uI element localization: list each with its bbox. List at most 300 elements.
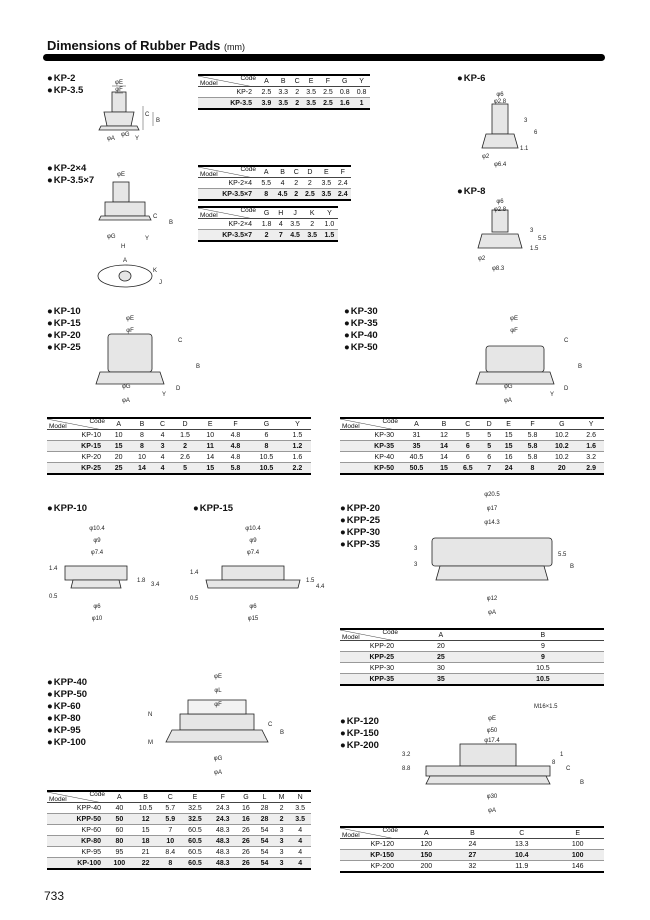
value-cell: 4.8 bbox=[222, 430, 249, 441]
value-cell: 10.5 bbox=[482, 674, 604, 686]
svg-text:φG: φG bbox=[504, 384, 513, 390]
value-cell: 4.8 bbox=[222, 441, 249, 452]
model-cell: KP-10 bbox=[47, 430, 107, 441]
value-cell: 21 bbox=[132, 847, 160, 858]
svg-text:N: N bbox=[148, 712, 153, 718]
value-cell: 14 bbox=[433, 452, 455, 463]
value-cell: 40.5 bbox=[400, 452, 433, 463]
value-cell: 3 bbox=[154, 441, 172, 452]
column-header: A bbox=[400, 418, 433, 430]
value-cell: 10.5 bbox=[482, 663, 604, 674]
model-label: ● KP-60 bbox=[47, 701, 87, 713]
model-header: Model bbox=[200, 80, 218, 87]
value-cell: 2.5 bbox=[258, 87, 275, 98]
value-cell: 2 bbox=[258, 230, 275, 242]
value-cell: 35 bbox=[400, 441, 433, 452]
value-cell: 15 bbox=[498, 430, 520, 441]
value-cell: 8 bbox=[130, 430, 153, 441]
value-cell: 24 bbox=[453, 839, 493, 850]
column-header: K bbox=[304, 207, 321, 219]
table-corner-header bbox=[47, 791, 107, 803]
model-cell: KP-2 bbox=[198, 87, 258, 98]
model-label: ● KP-2×4 bbox=[47, 163, 94, 175]
value-cell: 2.6 bbox=[171, 452, 198, 463]
value-cell: 10 bbox=[159, 836, 181, 847]
svg-text:M: M bbox=[148, 740, 153, 746]
model-header: Model bbox=[200, 171, 218, 178]
dimension-table bbox=[198, 206, 338, 242]
model-label: ● KP-30 bbox=[344, 306, 378, 318]
model-header: Model bbox=[342, 832, 360, 839]
table-row bbox=[340, 861, 604, 873]
model-label: ● KPP-40 bbox=[47, 677, 87, 689]
drawing-kpp15 bbox=[186, 522, 326, 622]
column-header: E bbox=[199, 418, 222, 430]
column-header: L bbox=[255, 791, 274, 803]
model-label: ● KP-20 bbox=[47, 330, 81, 342]
value-cell: 20 bbox=[107, 452, 130, 463]
model-label: ● KPP-15 bbox=[193, 503, 233, 515]
table-corner-header bbox=[340, 629, 400, 641]
svg-text:1.4: 1.4 bbox=[49, 566, 58, 572]
column-header: C bbox=[492, 827, 551, 839]
table-row bbox=[47, 825, 311, 836]
model-header: Model bbox=[49, 796, 67, 803]
value-cell: 3.5 bbox=[289, 814, 311, 825]
value-cell: 24.3 bbox=[209, 814, 237, 825]
value-cell: 4 bbox=[274, 178, 290, 189]
model-label: ● KP-3.5×7 bbox=[47, 175, 94, 187]
value-cell: 13.3 bbox=[492, 839, 551, 850]
value-cell: 54 bbox=[255, 847, 274, 858]
column-header: C bbox=[292, 75, 303, 87]
model-label: ● KPP-50 bbox=[47, 689, 87, 701]
value-cell: 10.2 bbox=[545, 430, 578, 441]
value-cell: 3.5 bbox=[318, 189, 334, 201]
svg-text:φA: φA bbox=[488, 610, 496, 616]
value-cell: 1.5 bbox=[284, 430, 311, 441]
model-label: ● KPP-25 bbox=[340, 515, 380, 527]
column-header: B bbox=[433, 418, 455, 430]
svg-text:φ6.4: φ6.4 bbox=[494, 162, 507, 168]
svg-text:1.8: 1.8 bbox=[137, 578, 146, 584]
column-header: F bbox=[335, 166, 351, 178]
dimension-table bbox=[340, 628, 604, 686]
model-label: ● KPP-30 bbox=[340, 527, 380, 539]
svg-text:φ12: φ12 bbox=[486, 596, 498, 602]
column-header: G bbox=[237, 791, 256, 803]
table-row bbox=[47, 463, 311, 475]
label-kpp20 bbox=[340, 503, 380, 551]
value-cell: 10.5 bbox=[249, 452, 284, 463]
column-header: E bbox=[303, 75, 320, 87]
value-cell: 24.3 bbox=[209, 803, 237, 814]
svg-text:M16×1.5: M16×1.5 bbox=[534, 704, 558, 710]
svg-text:φ9: φ9 bbox=[93, 538, 101, 544]
column-header: H bbox=[275, 207, 286, 219]
model-label: ● KP-40 bbox=[344, 330, 378, 342]
value-cell: 28 bbox=[255, 814, 274, 825]
dim-kp2-f: φF bbox=[115, 87, 123, 93]
value-cell: 60.5 bbox=[181, 836, 209, 847]
svg-text:1.4: 1.4 bbox=[190, 570, 199, 576]
column-header: M bbox=[274, 791, 290, 803]
svg-text:φE: φE bbox=[214, 674, 222, 680]
drawing-kp10 bbox=[86, 312, 206, 412]
value-cell: 100 bbox=[107, 858, 132, 870]
model-cell: KP-150 bbox=[340, 850, 400, 861]
value-cell: 11 bbox=[199, 441, 222, 452]
svg-text:8.8: 8.8 bbox=[402, 766, 411, 772]
model-cell: KPP-30 bbox=[340, 663, 400, 674]
value-cell: 20 bbox=[400, 641, 482, 652]
column-header: Y bbox=[321, 207, 338, 219]
code-header: Code bbox=[89, 418, 105, 425]
value-cell: 4 bbox=[289, 847, 311, 858]
value-cell: 6 bbox=[455, 441, 481, 452]
model-label: ● KP-80 bbox=[47, 713, 87, 725]
table-row bbox=[47, 847, 311, 858]
value-cell: 3.5 bbox=[304, 230, 321, 242]
column-header: Y bbox=[284, 418, 311, 430]
value-cell: 54 bbox=[255, 858, 274, 870]
value-cell: 10.2 bbox=[545, 441, 578, 452]
value-cell: 27 bbox=[453, 850, 493, 861]
column-header: E bbox=[318, 166, 334, 178]
value-cell: 1.6 bbox=[336, 98, 353, 110]
drawing-kp30 bbox=[474, 312, 599, 412]
value-cell: 16 bbox=[498, 452, 520, 463]
label-kpp10 bbox=[47, 503, 87, 515]
model-label: ● KP-100 bbox=[47, 737, 87, 749]
value-cell: 5 bbox=[171, 463, 198, 475]
table-row bbox=[47, 836, 311, 847]
svg-text:C: C bbox=[564, 338, 569, 344]
value-cell: 2.5 bbox=[320, 87, 337, 98]
model-cell: KP-20 bbox=[47, 452, 107, 463]
table-row bbox=[47, 441, 311, 452]
label-kp120 bbox=[340, 716, 379, 752]
column-header: Y bbox=[578, 418, 604, 430]
model-cell: KP-2×4 bbox=[198, 219, 258, 230]
code-header: Code bbox=[240, 166, 256, 173]
value-cell: 14 bbox=[433, 441, 455, 452]
column-header: F bbox=[320, 75, 337, 87]
label-kpp40 bbox=[47, 677, 87, 749]
value-cell: 3.9 bbox=[258, 98, 275, 110]
model-cell: KPP-40 bbox=[47, 803, 107, 814]
value-cell: 8 bbox=[258, 189, 274, 201]
value-cell: 8 bbox=[520, 463, 546, 475]
value-cell: 48.3 bbox=[209, 858, 237, 870]
value-cell: 15 bbox=[498, 441, 520, 452]
value-cell: 25 bbox=[107, 463, 130, 475]
value-cell: 2.9 bbox=[578, 463, 604, 475]
svg-text:φ2: φ2 bbox=[482, 154, 490, 160]
table-row bbox=[198, 87, 370, 98]
model-cell: KP-50 bbox=[340, 463, 400, 475]
value-cell: 4 bbox=[154, 430, 172, 441]
value-cell: 5.8 bbox=[520, 430, 546, 441]
value-cell: 3.5 bbox=[318, 178, 334, 189]
value-cell: 22 bbox=[132, 858, 160, 870]
value-cell: 8 bbox=[159, 858, 181, 870]
value-cell: 2 bbox=[171, 441, 198, 452]
svg-text:φ17.4: φ17.4 bbox=[484, 738, 500, 744]
value-cell: 26 bbox=[237, 847, 256, 858]
svg-text:3: 3 bbox=[530, 228, 534, 234]
dim-kp2-c: C bbox=[145, 112, 150, 118]
dimension-table bbox=[340, 826, 604, 873]
svg-text:φ17: φ17 bbox=[486, 506, 498, 512]
dimension-table bbox=[198, 165, 351, 201]
value-cell: 80 bbox=[107, 836, 132, 847]
value-cell: 7 bbox=[275, 230, 286, 242]
table-row bbox=[198, 219, 338, 230]
column-header: A bbox=[400, 827, 453, 839]
value-cell: 2 bbox=[304, 219, 321, 230]
svg-text:1.5: 1.5 bbox=[530, 246, 539, 252]
table-row bbox=[340, 441, 604, 452]
value-cell: 48.3 bbox=[209, 825, 237, 836]
table-row bbox=[340, 839, 604, 850]
svg-text:φ50: φ50 bbox=[486, 728, 498, 734]
value-cell: 3.5 bbox=[303, 98, 320, 110]
value-cell: 5.5 bbox=[258, 178, 274, 189]
column-header: J bbox=[286, 207, 303, 219]
svg-text:φ20.5: φ20.5 bbox=[484, 492, 500, 498]
value-cell: 4 bbox=[289, 825, 311, 836]
value-cell: 10 bbox=[199, 430, 222, 441]
model-header: Model bbox=[49, 423, 67, 430]
column-header: C bbox=[159, 791, 181, 803]
label-kp2x4 bbox=[47, 163, 94, 187]
svg-text:φF: φF bbox=[126, 328, 134, 334]
value-cell: 5.7 bbox=[159, 803, 181, 814]
model-cell: KP-3.5×7 bbox=[198, 189, 258, 201]
column-header: A bbox=[107, 418, 130, 430]
model-header: Model bbox=[342, 634, 360, 641]
svg-text:0.5: 0.5 bbox=[49, 594, 58, 600]
value-cell: 1.0 bbox=[321, 219, 338, 230]
value-cell: 9 bbox=[482, 641, 604, 652]
model-cell: KP-35 bbox=[340, 441, 400, 452]
label-kp2 bbox=[47, 73, 83, 97]
value-cell: 2 bbox=[292, 87, 303, 98]
column-header: C bbox=[455, 418, 481, 430]
value-cell: 18 bbox=[132, 836, 160, 847]
model-cell: KP-80 bbox=[47, 836, 107, 847]
value-cell: 15 bbox=[433, 463, 455, 475]
value-cell: 150 bbox=[400, 850, 453, 861]
value-cell: 8 bbox=[249, 441, 284, 452]
page-number: 733 bbox=[44, 889, 65, 903]
value-cell: 40 bbox=[107, 803, 132, 814]
value-cell: 2.4 bbox=[335, 178, 351, 189]
value-cell: 4 bbox=[289, 858, 311, 870]
svg-text:φ2: φ2 bbox=[478, 256, 486, 262]
svg-text:3: 3 bbox=[414, 562, 418, 568]
svg-text:φA: φA bbox=[504, 398, 512, 404]
svg-text:φF: φF bbox=[510, 328, 518, 334]
value-cell: 1.5 bbox=[171, 430, 198, 441]
dim-kp2-e: φE bbox=[115, 80, 123, 86]
table-kpp20 bbox=[340, 628, 604, 686]
value-cell: 9 bbox=[482, 652, 604, 663]
drawing-kp2x4 bbox=[95, 168, 180, 293]
svg-text:φE: φE bbox=[117, 172, 125, 178]
model-label: ● KP-25 bbox=[47, 342, 81, 354]
svg-text:Y: Y bbox=[550, 392, 555, 398]
value-cell: 6 bbox=[481, 452, 498, 463]
value-cell: 3 bbox=[274, 825, 290, 836]
value-cell: 12 bbox=[433, 430, 455, 441]
drawing-kp120 bbox=[400, 700, 600, 820]
svg-text:φ7.4: φ7.4 bbox=[246, 550, 260, 556]
svg-text:φE: φE bbox=[488, 716, 496, 722]
column-header: E bbox=[551, 827, 604, 839]
column-header: D bbox=[171, 418, 198, 430]
value-cell: 200 bbox=[400, 861, 453, 873]
table-kp2x4-a bbox=[198, 165, 351, 201]
model-label: ● KPP-10 bbox=[47, 503, 87, 515]
svg-text:J: J bbox=[159, 280, 162, 286]
model-cell: KPP-50 bbox=[47, 814, 107, 825]
svg-text:φ6: φ6 bbox=[249, 604, 257, 610]
value-cell: 15 bbox=[107, 441, 130, 452]
value-cell: 4.5 bbox=[274, 189, 290, 201]
value-cell: 2 bbox=[291, 189, 302, 201]
value-cell: 6 bbox=[249, 430, 284, 441]
svg-text:φE: φE bbox=[126, 316, 134, 322]
value-cell: 95 bbox=[107, 847, 132, 858]
model-label: ● KP-95 bbox=[47, 725, 87, 737]
svg-text:φG: φG bbox=[213, 756, 223, 762]
drawing-kp8 bbox=[472, 196, 552, 276]
model-cell: KP-60 bbox=[47, 825, 107, 836]
value-cell: 10 bbox=[130, 452, 153, 463]
svg-text:φL: φL bbox=[214, 688, 222, 694]
value-cell: 60.5 bbox=[181, 858, 209, 870]
value-cell: 24 bbox=[498, 463, 520, 475]
column-header: B bbox=[482, 629, 604, 641]
dim-kp2-b: B bbox=[156, 118, 161, 124]
value-cell: 12 bbox=[132, 814, 160, 825]
svg-text:φ30: φ30 bbox=[486, 794, 498, 800]
drawing-kpp40 bbox=[144, 670, 304, 790]
value-cell: 5.8 bbox=[222, 463, 249, 475]
model-label: ● KP-3.5 bbox=[47, 85, 83, 97]
value-cell: 6.5 bbox=[455, 463, 481, 475]
model-header: Model bbox=[200, 212, 218, 219]
value-cell: 25 bbox=[400, 652, 482, 663]
table-row bbox=[47, 858, 311, 870]
value-cell: 2.6 bbox=[578, 430, 604, 441]
table-kp30 bbox=[340, 417, 604, 475]
column-header: F bbox=[520, 418, 546, 430]
value-cell: 5.9 bbox=[159, 814, 181, 825]
svg-text:φ10.4: φ10.4 bbox=[89, 526, 105, 532]
table-kp2 bbox=[198, 74, 370, 110]
column-header: B bbox=[275, 75, 292, 87]
model-label: ● KP-120 bbox=[340, 716, 379, 728]
value-cell: 3.5 bbox=[303, 87, 320, 98]
svg-text:φ6: φ6 bbox=[93, 604, 101, 610]
value-cell: 100 bbox=[551, 839, 604, 850]
drawing-kpp20 bbox=[410, 488, 590, 618]
value-cell: 5.8 bbox=[520, 441, 546, 452]
title-rule bbox=[43, 54, 605, 61]
label-kpp15 bbox=[193, 503, 233, 515]
value-cell: 60.5 bbox=[181, 847, 209, 858]
value-cell: 8.4 bbox=[159, 847, 181, 858]
svg-text:0.5: 0.5 bbox=[190, 596, 199, 602]
value-cell: 10.2 bbox=[545, 452, 578, 463]
table-row bbox=[340, 452, 604, 463]
value-cell: 4 bbox=[289, 836, 311, 847]
svg-text:φ6: φ6 bbox=[496, 199, 504, 205]
column-header: F bbox=[222, 418, 249, 430]
value-cell: 2.2 bbox=[284, 463, 311, 475]
svg-text:φ14.3: φ14.3 bbox=[484, 520, 500, 526]
svg-text:3.2: 3.2 bbox=[402, 752, 411, 758]
table-row bbox=[340, 641, 604, 652]
value-cell: 4 bbox=[154, 463, 172, 475]
value-cell: 60.5 bbox=[181, 825, 209, 836]
svg-text:5.5: 5.5 bbox=[538, 236, 547, 242]
value-cell: 3 bbox=[274, 847, 290, 858]
value-cell: 100 bbox=[551, 850, 604, 861]
column-header: B bbox=[274, 166, 290, 178]
column-header: A bbox=[258, 75, 275, 87]
svg-text:φ10: φ10 bbox=[91, 616, 103, 622]
table-corner-header bbox=[340, 418, 400, 430]
table-kp10 bbox=[47, 417, 311, 475]
svg-text:φ10.4: φ10.4 bbox=[245, 526, 261, 532]
page-title: Dimensions of Rubber Pads (mm) bbox=[47, 38, 245, 53]
value-cell: 10.5 bbox=[132, 803, 160, 814]
value-cell: 35 bbox=[400, 674, 482, 686]
svg-text:1: 1 bbox=[560, 752, 564, 758]
value-cell: 2 bbox=[302, 178, 318, 189]
value-cell: 14 bbox=[199, 452, 222, 463]
dim-kp2-g: φG bbox=[121, 132, 130, 138]
table-kp2x4-b bbox=[198, 206, 338, 242]
column-header: D bbox=[302, 166, 318, 178]
column-header: B bbox=[132, 791, 160, 803]
column-header: G bbox=[249, 418, 284, 430]
model-label: ● KPP-35 bbox=[340, 539, 380, 551]
value-cell: 1.8 bbox=[258, 219, 275, 230]
model-cell: KP-30 bbox=[340, 430, 400, 441]
table-row bbox=[47, 814, 311, 825]
value-cell: 120 bbox=[400, 839, 453, 850]
model-label: ● KP-8 bbox=[457, 186, 485, 198]
dim-kp2-a: φA bbox=[107, 136, 115, 142]
value-cell: 16 bbox=[237, 803, 256, 814]
value-cell: 4.8 bbox=[222, 452, 249, 463]
svg-text:Y: Y bbox=[145, 236, 150, 242]
column-header: E bbox=[181, 791, 209, 803]
value-cell: 1.5 bbox=[321, 230, 338, 242]
value-cell: 48.3 bbox=[209, 847, 237, 858]
value-cell: 3.3 bbox=[275, 87, 292, 98]
svg-text:φE: φE bbox=[510, 316, 518, 322]
value-cell: 11.9 bbox=[492, 861, 551, 873]
model-header: Model bbox=[342, 423, 360, 430]
table-row bbox=[340, 663, 604, 674]
code-header: Code bbox=[382, 629, 398, 636]
